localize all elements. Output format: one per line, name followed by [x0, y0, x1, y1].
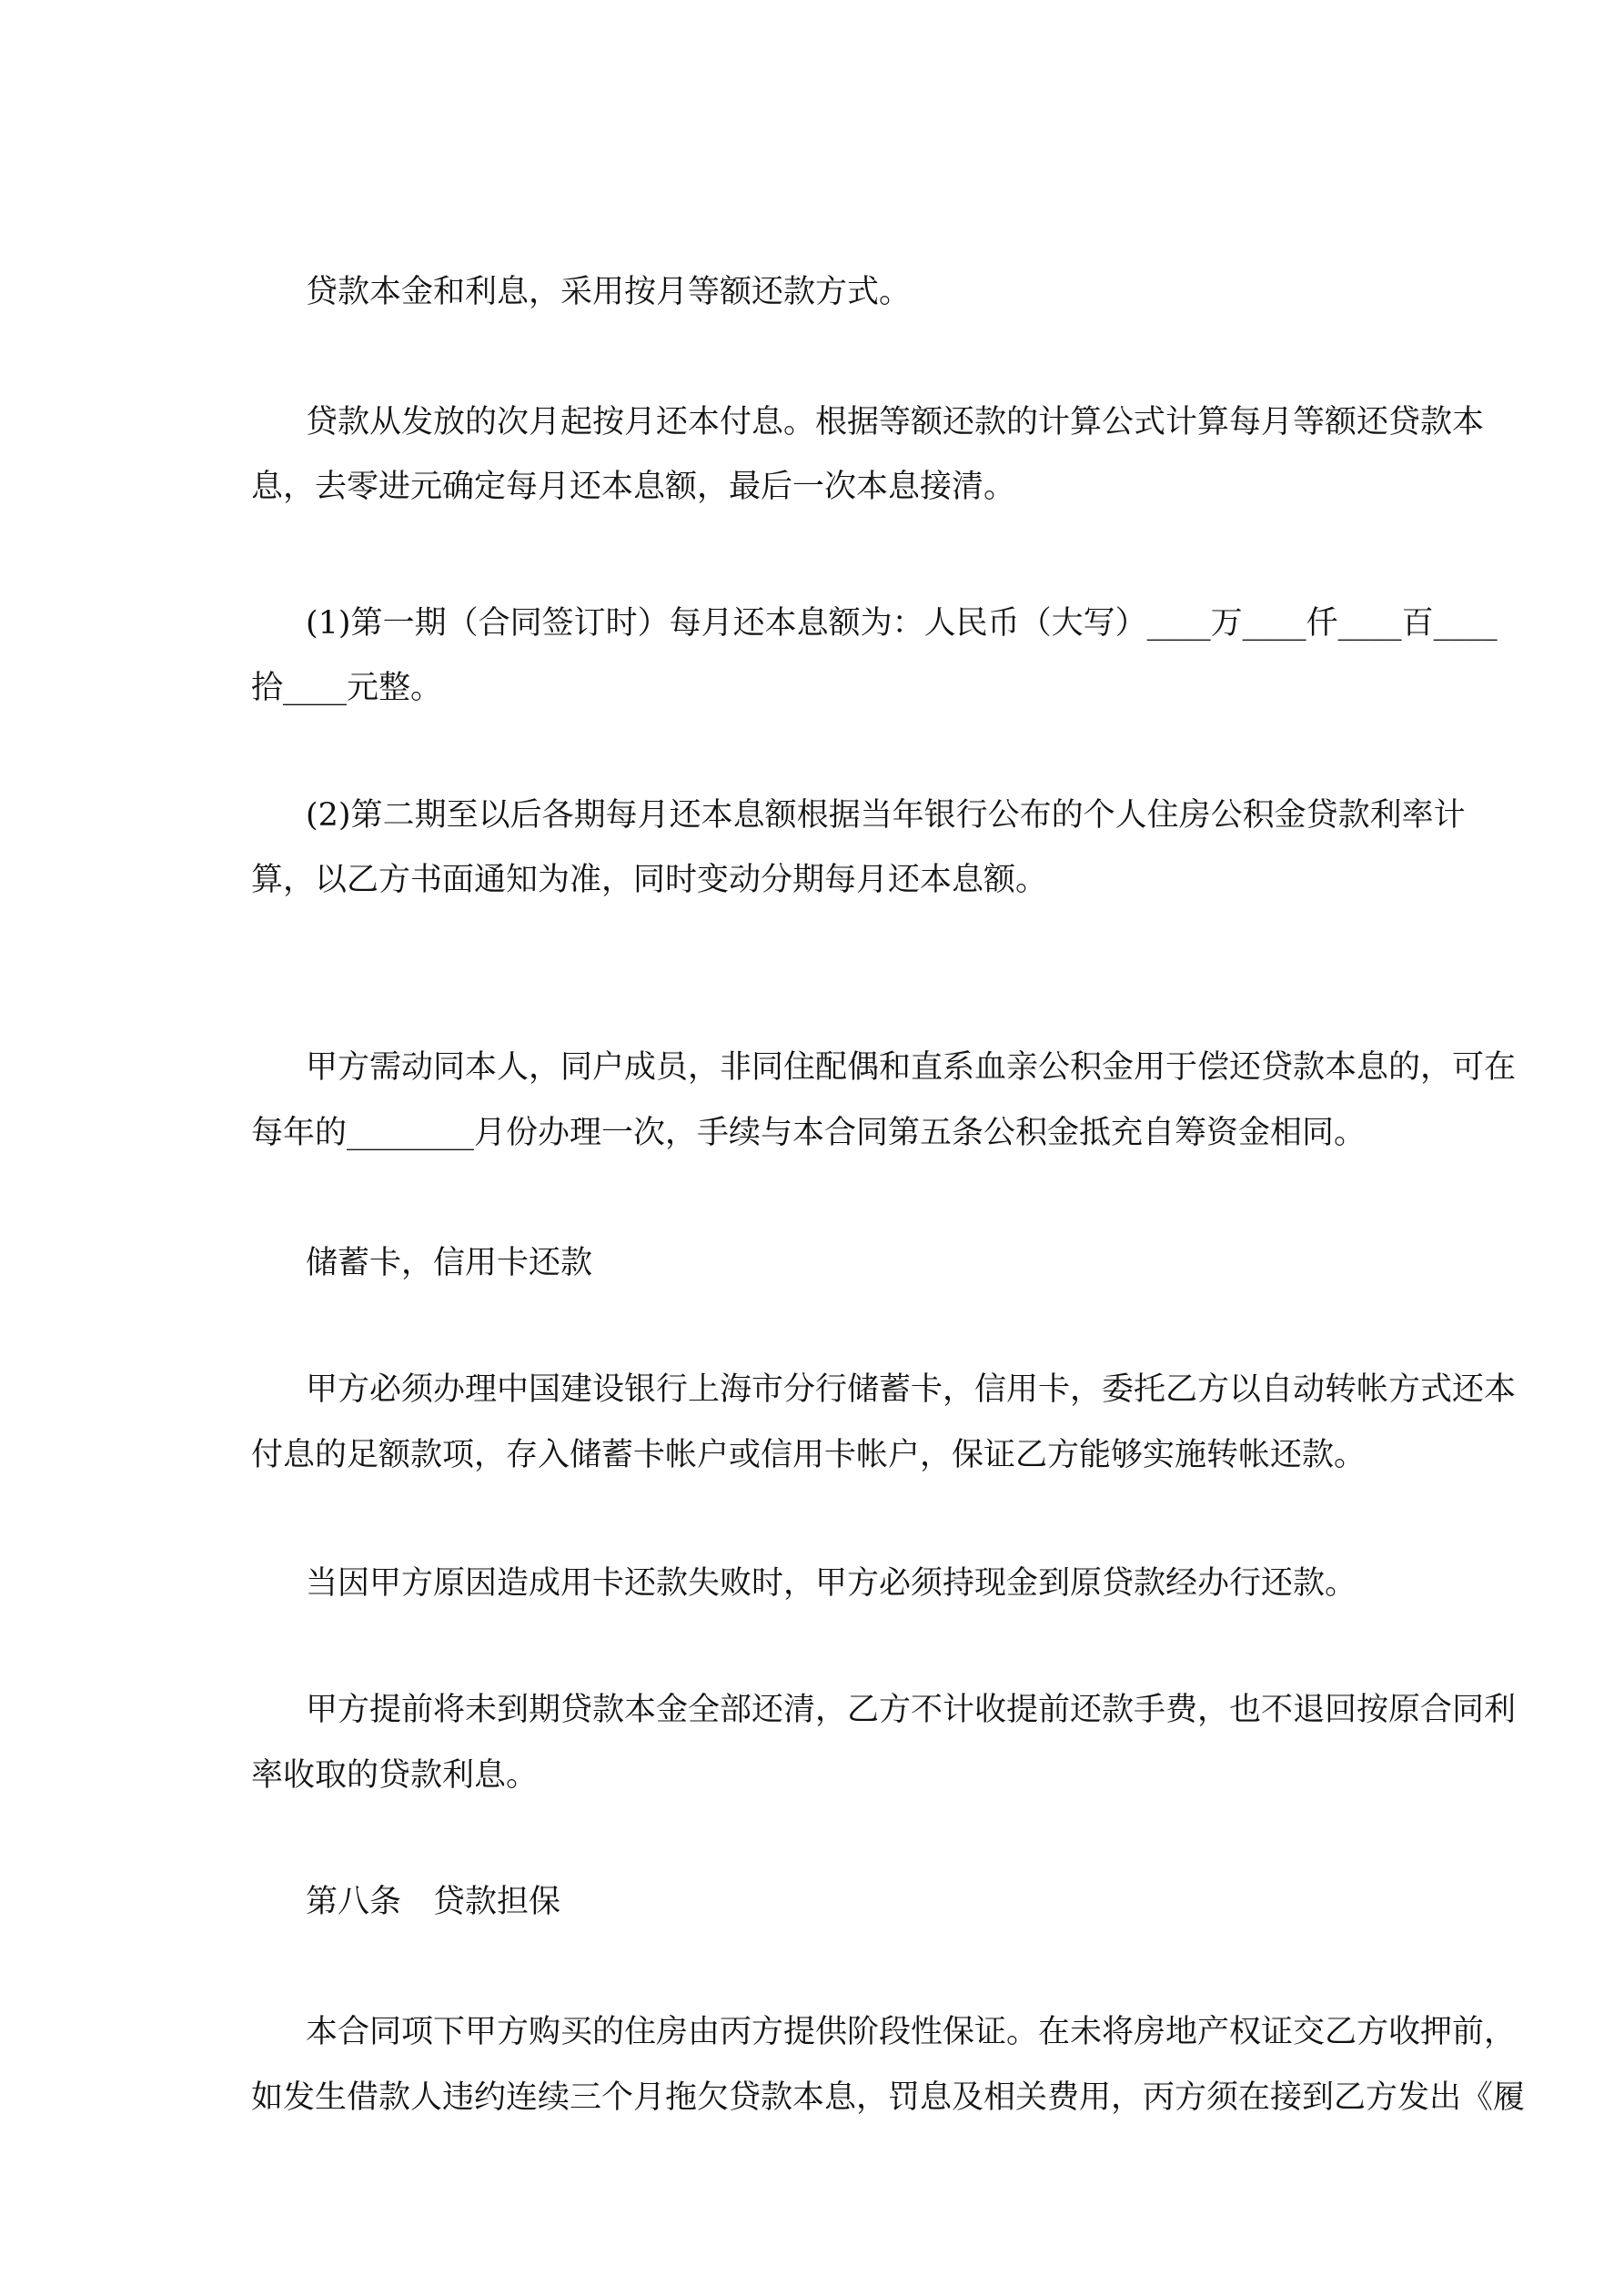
paragraph-card-account-line2: 付息的足额款项，存入储蓄卡帐户或信用卡帐户，保证乙方能够实施转帐还款。: [251, 1437, 1367, 1473]
paragraph-second-period-line1: (2)第二期至以后各期每月还本息额根据当年银行公布的个人住房公积金贷款利率计: [306, 797, 1466, 834]
paragraph-card-account-line1: 甲方必须办理中国建设银行上海市分行储蓄卡，信用卡，委托乙方以自动转帐方式还本: [306, 1371, 1517, 1408]
paragraph-repayment-method: 贷款本金和利息，采用按月等额还款方式。: [306, 274, 912, 310]
paragraph-first-period-line2: 拾____元整。: [251, 670, 443, 706]
paragraph-monthly-repayment-line2: 息，去零进元确定每月还本息额，最后一次本息接清。: [251, 469, 1016, 505]
article-8-heading: 第八条 贷款担保: [306, 1884, 561, 1920]
paragraph-monthly-repayment-line1: 贷款从发放的次月起按月还本付息。根据等额还款的计算公式计算每月等额还贷款本: [306, 404, 1485, 440]
paragraph-provident-fund-line2: 每年的________月份办理一次，手续与本合同第五条公积金抵充自筹资金相同。: [251, 1115, 1367, 1151]
paragraph-guarantee-line1: 本合同项下甲方购买的住房由丙方提供阶段性保证。在未将房地产权证交乙方收押前，: [306, 2014, 1517, 2050]
paragraph-early-repayment-line1: 甲方提前将未到期贷款本金全部还清，乙方不计收提前还款手费，也不退回按原合同利: [306, 1692, 1517, 1728]
paragraph-card-failure: 当因甲方原因造成用卡还款失败时，甲方必须持现金到原贷款经办行还款。: [306, 1565, 1357, 1602]
paragraph-second-period-line2: 算，以乙方书面通知为准，同时变动分期每月还本息额。: [251, 862, 1048, 898]
paragraph-provident-fund-line1: 甲方需动同本人，同户成员，非同住配偶和直系血亲公积金用于偿还贷款本息的，可在: [306, 1049, 1517, 1086]
paragraph-guarantee-line2: 如发生借款人违约连续三个月拖欠贷款本息，罚息及相关费用，丙方须在接到乙方发出《履: [251, 2079, 1526, 2116]
paragraph-early-repayment-line2: 率收取的贷款利息。: [251, 1757, 539, 1794]
paragraph-first-period-line1: (1)第一期（合同签订时）每月还本息额为：人民币（大写）____万____仟____百____: [306, 605, 1498, 642]
section-heading-card-repayment: 储蓄卡，信用卡还款: [306, 1245, 593, 1281]
